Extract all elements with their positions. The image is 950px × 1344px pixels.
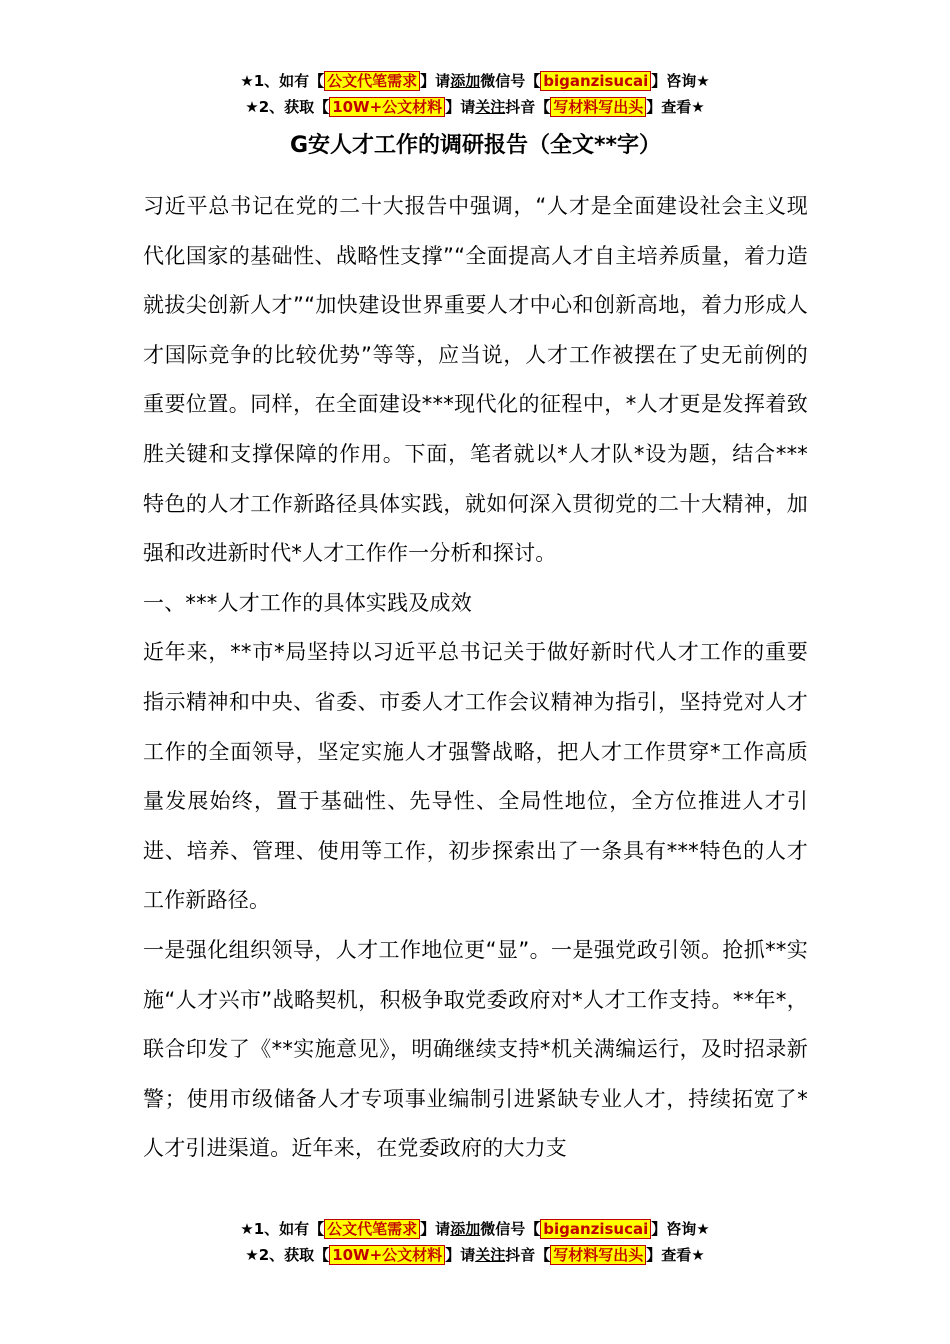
promo-text: 】咨询★ [651,1220,710,1238]
promo-text: 】查看★ [646,98,705,116]
promo-line-2 [0,1242,950,1268]
promo-text: 抖音【 [505,1246,551,1264]
promo-highlight: 公文代笔需求 [324,71,420,91]
promo-text: 】查看★ [646,1246,705,1264]
promo-text: 微信号【 [480,1220,541,1238]
promo-line-1 [0,1216,950,1242]
promo-highlight: biganzisucai [540,1219,651,1239]
promo-banner-bottom [0,1216,950,1268]
promo-emphasis: 添加 [450,1220,481,1238]
promo-text: ★1、如有【 [240,72,325,90]
promo-text: ★2、获取【 [245,1246,330,1264]
promo-highlight: 写材料写出头 [550,1245,646,1265]
promo-text: 】请 [420,1220,451,1238]
promo-highlight: 公文代笔需求 [324,1219,420,1239]
promo-text: 微信号【 [480,72,541,90]
promo-emphasis: 关注 [475,1246,506,1264]
section-heading: 一、***人才工作的具体实践及成效 [143,590,472,615]
promo-text: 抖音【 [505,98,551,116]
promo-highlight: 10W+公文材料 [329,97,445,117]
promo-highlight: 写材料写出头 [550,97,646,117]
paragraph-organization: 一是强化组织领导，人才工作地位更“显”。一是强党政引领。抢抓**实施“人才兴市”战略契机，积极争取党委政府对*人才工作支持。**年*，联合印发了《**实施意见》，明确继续支持*机关满编运行，及时招录新警；使用市级储备人才专项事业编制引进紧缺专业人才，持续拓宽了*人才引进渠道。近年来，在党委政府的大力支 [143,937,808,1161]
promo-text: ★1、如有【 [240,1220,325,1238]
promo-text: 】请 [445,1246,476,1264]
document-body [143,132,808,1174]
promo-highlight: 10W+公文材料 [329,1245,445,1265]
promo-text: 】咨询★ [651,72,710,90]
promo-emphasis: 关注 [475,98,506,116]
paragraph-practice: 近年来，**市*局坚持以习近平总书记关于做好新时代人才工作的重要指示精神和中央、省委、市委人才工作会议精神为指引，坚持党对人才工作的全面领导，坚定实施人才强警战略，把人才工作贯穿*工作高质量发展始终，置于基础性、先导性、全局性地位，全方位推进人才引进、培养、管理、使用等工作，初步探索出了一条具有***特色的人才工作新路径。 [143,640,808,913]
promo-line-2 [0,94,950,120]
promo-text: 】请 [420,72,451,90]
promo-line-1 [0,68,950,94]
promo-text: 】请 [445,98,476,116]
paragraph-intro: 习近平总书记在党的二十大报告中强调，“人才是全面建设社会主义现代化国家的基础性、战略性支撑”“全面提高人才自主培养质量，着力造就拔尖创新人才”“加快建设世界重要人才中心和创新高地，着力形成人才国际竞争的比较优势”等等，应当说，人才工作被摆在了史无前例的重要位置。同样，在全面建设***现代化的征程中，*人才更是发挥着致胜关键和支撑保障的作用。下面，笔者就以*人才队*设为题，结合***特色的人才工作新路径具体实践，就如何深入贯彻党的二十大精神，加强和改进新时代*人才工作作一分析和探讨。 [143,194,808,566]
promo-banner-top [0,68,950,120]
promo-emphasis: 添加 [450,72,481,90]
promo-highlight: biganzisucai [540,71,651,91]
promo-text: ★2、获取【 [245,98,330,116]
document-title: G安人才工作的调研报告（全文**字） [289,133,662,158]
